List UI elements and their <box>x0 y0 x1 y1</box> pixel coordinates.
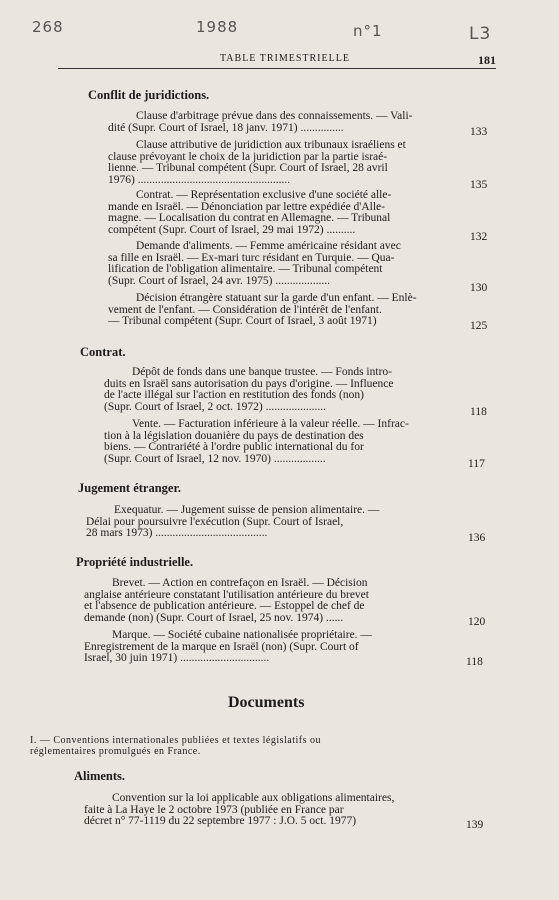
entry-line: duits en Israël sans autorisation du pays d'origine. — Influence <box>104 377 394 390</box>
entry-line: dité (Supr. Court of Israel, 18 janv. 1971) ............... <box>108 121 344 134</box>
index-entry <box>104 367 394 413</box>
section-heading: Jugement étranger. <box>78 481 181 495</box>
entry-line: 1976) ..................................................... <box>108 173 291 186</box>
entry-line: compétent (Supr. Court of Israel, 29 mai 1972) .......... <box>108 223 356 236</box>
running-header: TABLE TRIMESTRIELLE <box>220 53 350 64</box>
index-entry <box>108 293 417 328</box>
section-heading: Conflit de juridictions. <box>88 88 210 102</box>
entry-page: 135 <box>470 179 488 191</box>
entry-line: demande (non) (Supr. Court of Israel, 25 nov. 1974) ...... <box>84 611 344 624</box>
index-entry <box>104 419 409 465</box>
entry-page: 117 <box>468 458 485 470</box>
entry-line: Délai pour poursuivre l'exécution (Supr. Court of Israel, <box>86 515 344 528</box>
entry-line: Dépôt de fonds dans une banque trustee. — Fonds intro- <box>132 366 392 378</box>
handwritten-annotation: L3 <box>469 24 492 44</box>
documents-heading: Documents <box>228 694 305 711</box>
entry-page: 133 <box>470 126 488 138</box>
handwritten-annotation: 1988 <box>196 18 239 36</box>
entry-line: Exequatur. — Jugement suisse de pension alimentaire. — <box>114 504 380 516</box>
entry-line: Convention sur la loi applicable aux obligations alimentaires, <box>112 792 395 804</box>
entry-line: Enregistrement de la marque en Israël (non) (Supr. Court of <box>84 640 359 653</box>
index-entry <box>84 630 372 665</box>
entry-line: et l'absence de publication antérieure. — Estoppel de chef de <box>84 600 365 612</box>
index-entry <box>108 140 406 186</box>
index-entry <box>84 578 369 624</box>
section-heading: Contrat. <box>80 345 126 359</box>
handwritten-annotation: 268 <box>32 18 64 36</box>
handwritten-annotation: n°1 <box>353 22 383 40</box>
entry-line: (Supr. Court of Israel, 2 oct. 1972) ..................... <box>104 400 326 413</box>
entry-line: Demande d'aliments. — Femme américaine résidant avec <box>136 240 401 252</box>
entry-page: 120 <box>468 616 486 628</box>
entry-line: Clause attributive de juridiction aux tribunaux israéliens et <box>136 139 406 151</box>
entry-line: mande en Israël. — Dénonciation par lettre expédiée d'Alle- <box>108 200 385 213</box>
entry-line: Marque. — Société cubaine nationalisée propriétaire. — <box>112 629 372 641</box>
entry-line: Vente. — Facturation inférieure à la valeur réelle. — Infrac- <box>132 418 409 430</box>
part-line: réglementaires promulgués en France. <box>30 746 201 757</box>
entry-line: magne. — Localisation du contrat en Allemagne. — Tribunal <box>108 212 391 224</box>
entry-line: (Supr. Court of Israel, 12 nov. 1970) .................. <box>104 452 326 465</box>
entry-page: 118 <box>470 406 487 418</box>
index-entry <box>108 111 413 134</box>
entry-line: Israel, 30 juin 1971) ............................... <box>84 652 270 664</box>
entry-line: clause prévoyant le choix de la juridiction par la partie israé- <box>108 150 388 163</box>
part-heading <box>30 735 321 757</box>
entry-line: biens. — Contrariété à l'ordre public international du for <box>104 441 364 453</box>
header-rule <box>58 68 496 69</box>
entry-line: tion à la législation douanière du pays de destination des <box>104 429 364 442</box>
entry-line: faite à La Haye le 2 octobre 1973 (publiée en France par <box>84 803 344 816</box>
part-line: I. — Conventions internationales publiées et textes législatifs ou <box>30 735 322 746</box>
entry-line: — Tribunal compétent (Supr. Court of Israel, 3 août 1971) <box>108 315 377 327</box>
entry-line: Brevet. — Action en contrefaçon en Israël. — Décision <box>112 577 368 589</box>
entry-line: lification de l'obligation alimentaire. — Tribunal compétent <box>108 263 383 275</box>
entry-line: vement de l'enfant. — Considération de l'intérêt de l'enfant. <box>108 303 382 316</box>
index-entry <box>84 793 394 828</box>
entry-page: 139 <box>466 819 484 831</box>
entry-page: 136 <box>468 532 486 544</box>
page-number: 181 <box>478 53 496 67</box>
entry-page: 130 <box>470 282 488 294</box>
entry-line: Contrat. — Représentation exclusive d'une société alle- <box>136 189 392 201</box>
entry-line: décret n° 77-1119 du 22 septembre 1977 : J.O. 5 oct. 1977) <box>84 815 357 827</box>
entry-page: 125 <box>470 320 488 332</box>
entry-line: 28 mars 1973) ....................................... <box>86 527 268 539</box>
entry-page: 118 <box>466 656 483 668</box>
entry-line: lienne. — Tribunal compétent (Supr. Court of Israel, 28 avril <box>108 162 388 174</box>
entry-line: (Supr. Court of Israel, 24 avr. 1975) ................... <box>108 274 330 287</box>
entry-line: de l'acte illégal sur l'action en restitution des fonds (non) <box>104 389 364 401</box>
entry-line: anglaise antérieure constatant l'utilisation antérieure du brevet <box>84 588 369 601</box>
index-entry <box>108 190 391 236</box>
entry-line: Décision étrangère statuant sur la garde d'un enfant. — Enlè- <box>136 292 417 304</box>
index-entry <box>108 241 401 287</box>
index-entry <box>86 505 379 540</box>
section-heading: Propriété industrielle. <box>76 555 194 569</box>
section-heading: Aliments. <box>74 769 126 783</box>
entry-line: Clause d'arbitrage prévue dans des connaissements. — Vali- <box>136 110 413 122</box>
entry-page: 132 <box>470 231 488 243</box>
entry-line: sa fille en Israël. — Ex-mari turc résidant en Turquie. — Qua- <box>108 251 395 264</box>
